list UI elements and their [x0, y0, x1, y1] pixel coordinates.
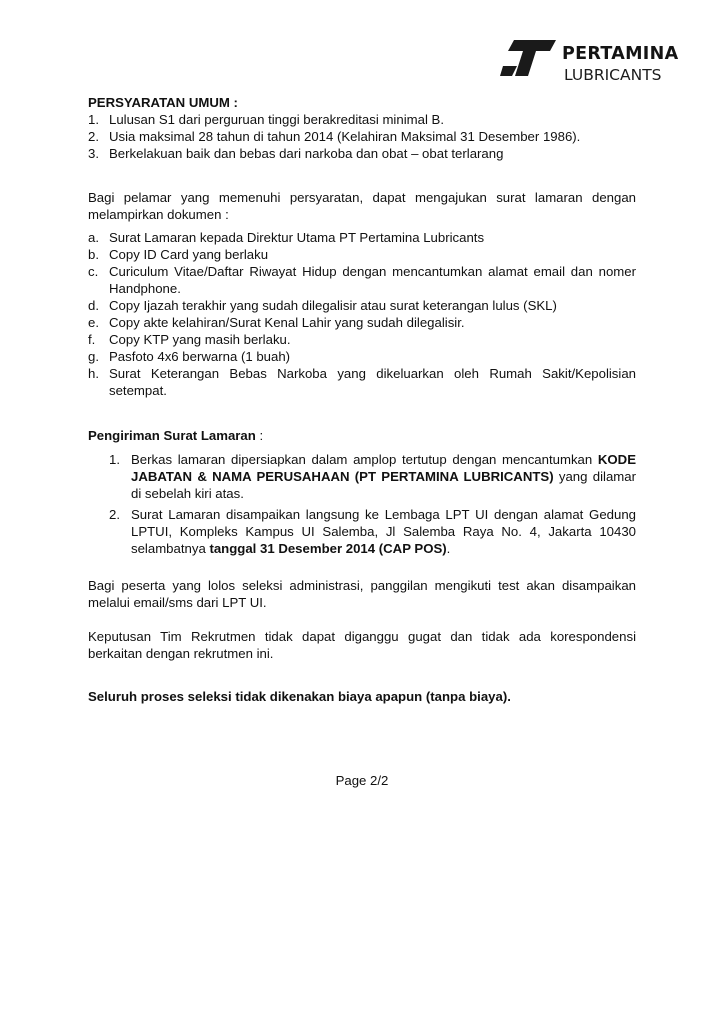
list-item — [88, 246, 636, 263]
delivery-heading-label: Pengiriman Surat Lamaran — [88, 428, 256, 443]
list-marker: d. — [88, 298, 99, 313]
delivery-item1-text-b: yang dilamar di sebelah kiri atas. — [131, 469, 636, 501]
list-item — [88, 365, 636, 399]
list-item-text: Pasfoto 4x6 berwarna (1 buah) — [109, 349, 291, 364]
list-item — [88, 263, 636, 297]
list-item-text: Copy KTP yang masih berlaku. — [109, 332, 291, 347]
list-item-text: Copy akte kelahiran/Surat Kenal Lahir yang sudah dilegalisir. — [109, 315, 465, 330]
pertamina-logo-mark-icon — [500, 38, 558, 78]
list-item — [88, 128, 636, 145]
list-item-text: Surat Lamaran kepada Direktur Utama PT Pertamina Lubricants — [109, 230, 485, 245]
list-item-text: Usia maksimal 28 tahun di tahun 2014 (Kelahiran Maksimal 31 Desember 1986). — [109, 129, 581, 144]
delivery-item2-bold: tanggal 31 Desember 2014 (CAP POS) — [209, 541, 447, 556]
fee-note: Seluruh proses seleksi tidak dikenakan biaya apapun (tanpa biaya). — [88, 689, 511, 704]
list-item — [88, 348, 636, 365]
list-item-text: Curiculum Vitae/Daftar Riwayat Hidup dengan mencantumkan alamat email dan nomer Handphone. — [109, 264, 636, 296]
list-item-text: Copy ID Card yang berlaku — [109, 247, 269, 262]
list-item-text — [131, 451, 636, 502]
list-item — [88, 145, 636, 162]
delivery-item2-text-b: . — [446, 541, 451, 556]
documents-list — [88, 229, 636, 399]
page-number: Page 2/2 — [335, 773, 389, 788]
requirements-list — [88, 111, 636, 162]
list-item — [88, 506, 636, 557]
list-marker: 2. — [88, 129, 99, 144]
list-item-text: Berkelakuan baik dan bebas dari narkoba dan obat – obat terlarang — [109, 146, 504, 161]
documents-intro: Bagi pelamar yang memenuhi persyaratan, dapat mengajukan surat lamaran dengan melampirkan dokumen : — [88, 190, 636, 222]
list-item-text — [131, 506, 636, 557]
list-marker: a. — [88, 230, 99, 245]
list-marker: f. — [88, 332, 96, 347]
list-item-text: Copy Ijazah terakhir yang sudah dilegalisir atau surat keterangan lulus (SKL) — [109, 298, 557, 313]
list-marker: 1. — [109, 452, 120, 467]
delivery-item1-text-a: Berkas lamaran dipersiapkan dalam amplop tertutup dengan mencantumkan — [131, 452, 598, 467]
list-marker: 2. — [109, 507, 120, 522]
list-marker: b. — [88, 247, 99, 262]
list-marker: g. — [88, 349, 99, 364]
delivery-heading-suffix: : — [255, 428, 264, 443]
list-marker: e. — [88, 315, 99, 330]
list-item — [88, 229, 636, 246]
list-marker: c. — [88, 264, 99, 279]
list-marker: 3. — [88, 146, 99, 161]
document-body — [88, 94, 636, 705]
list-item — [88, 314, 636, 331]
pertamina-lubricants-logo — [500, 34, 690, 90]
list-marker: 1. — [88, 112, 99, 127]
delivery-item1-bold: KODE JABATAN & NAMA PERUSAHAAN (PT PERTAMINA LUBRICANTS) — [131, 452, 636, 484]
list-marker: h. — [88, 366, 99, 381]
admin-note: Bagi peserta yang lolos seleksi administrasi, panggilan mengikuti test akan disampaikan melalui email/sms dari LPT UI. — [88, 578, 636, 610]
delivery-list — [88, 451, 636, 557]
list-item — [88, 451, 636, 502]
delivery-item2-text-a: Surat Lamaran disampaikan langsung ke Lembaga LPT UI dengan alamat Gedung LPTUI, Kompleks Kampus UI Salemba, Jl Salemba Raya No. 4, Jakarta 10430 selambatnya — [131, 507, 636, 556]
list-item — [88, 111, 636, 128]
logo-subtitle-text: LUBRICANTS — [564, 66, 662, 84]
decision-note: Keputusan Tim Rekrutmen tidak dapat diganggu gugat dan tidak ada korespondensi berkaitan dengan rekrutmen ini. — [88, 629, 636, 661]
list-item — [88, 331, 636, 348]
list-item — [88, 297, 636, 314]
list-item-text: Lulusan S1 dari perguruan tinggi berakreditasi minimal B. — [109, 112, 444, 127]
logo-brand-text: PERTAMINA — [562, 44, 679, 64]
delivery-heading — [88, 427, 636, 444]
list-item-text: Surat Keterangan Bebas Narkoba yang dikeluarkan oleh Rumah Sakit/Kepolisian setempat. — [109, 366, 636, 398]
requirements-heading: PERSYARATAN UMUM : — [88, 95, 238, 110]
